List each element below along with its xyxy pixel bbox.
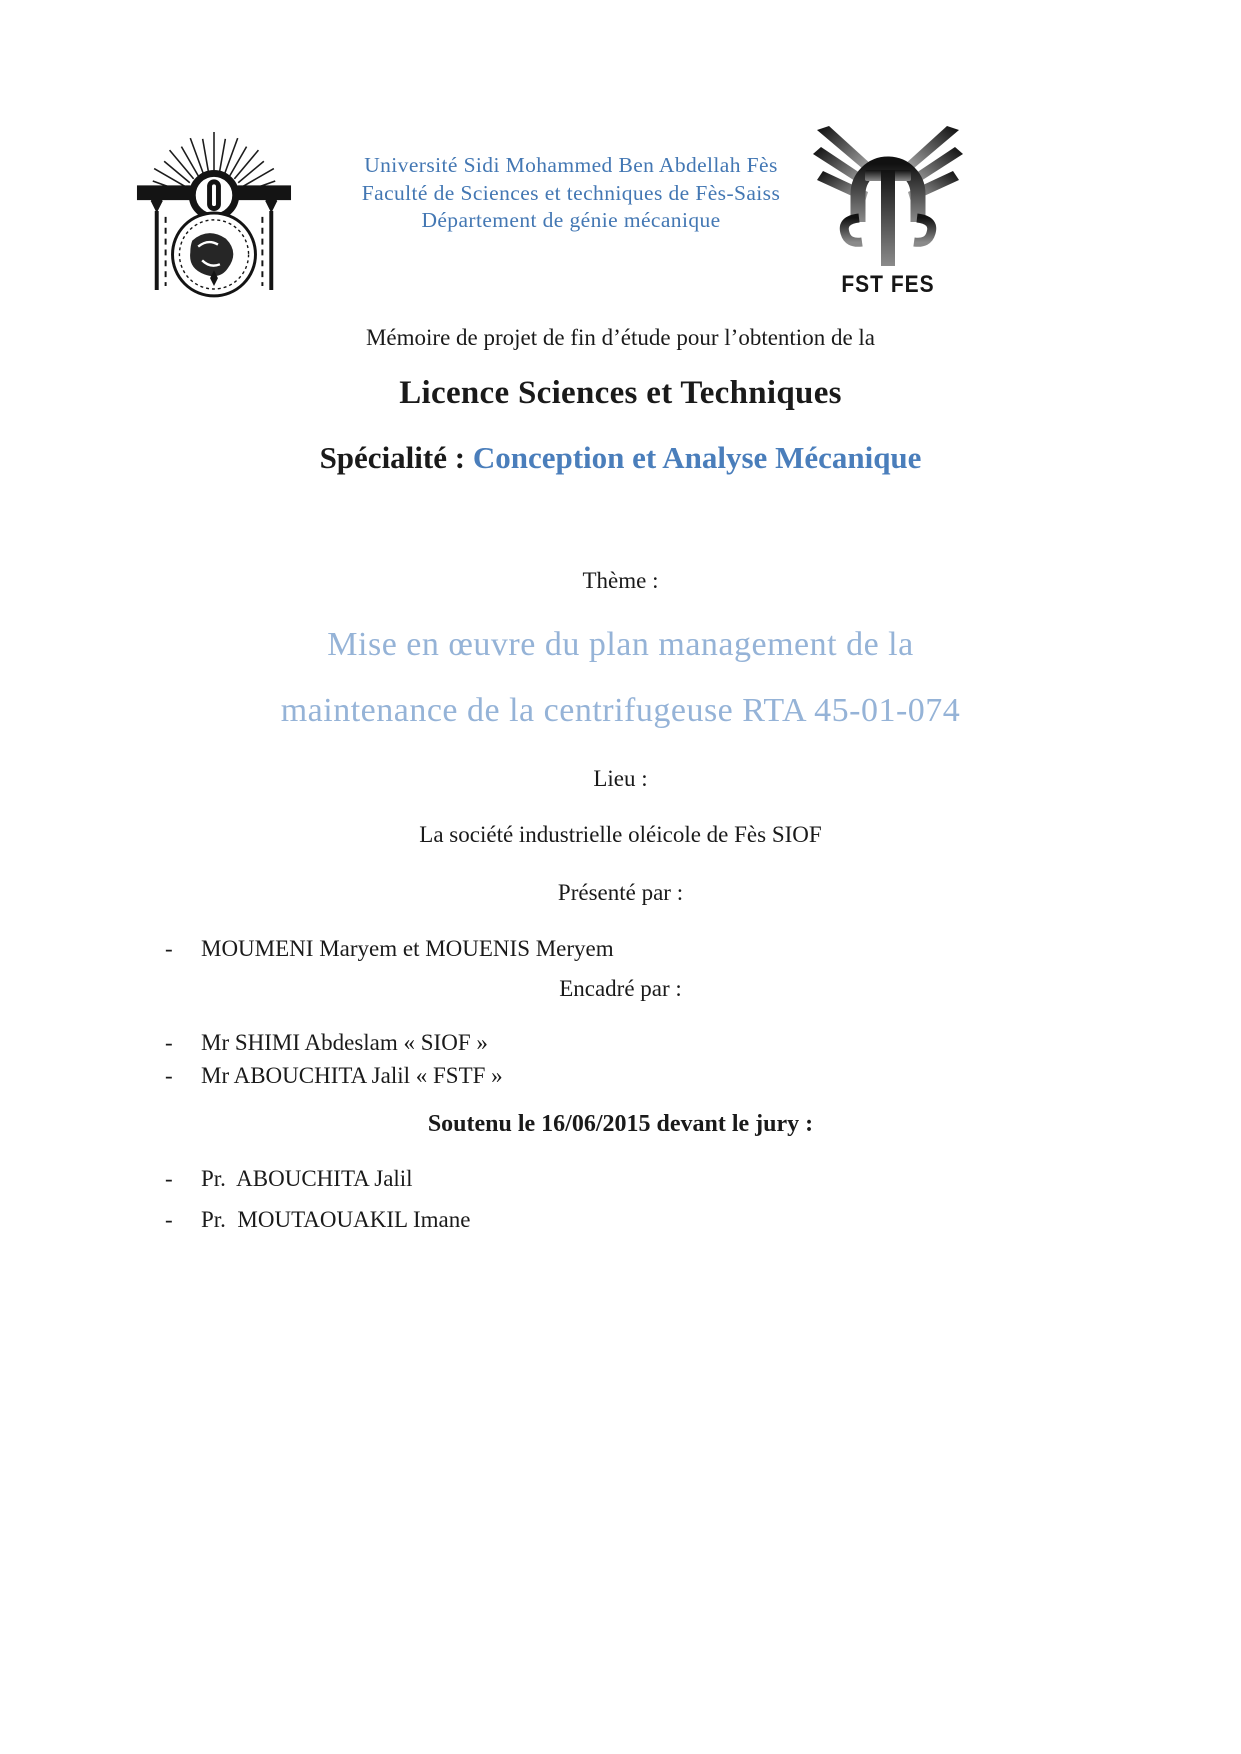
author-list-item	[165, 936, 1241, 962]
list-dash: -	[165, 1166, 173, 1191]
supervisor-list-item	[165, 1063, 1241, 1089]
jury-member-name: Pr. MOUTAOUAKIL Imane	[201, 1207, 471, 1232]
theme-title-line-2: maintenance de la centrifugeuse RTA 45-01-074	[280, 692, 961, 729]
supervisor-name: Mr ABOUCHITA Jalil « FSTF »	[201, 1063, 503, 1088]
degree-title: Licence Sciences et Techniques	[399, 375, 842, 411]
jury-list-item	[165, 1207, 1241, 1233]
fst-fes-caption: FST FES	[841, 271, 935, 298]
list-dash: -	[165, 1063, 173, 1088]
jury-member-name: Pr. ABOUCHITA Jalil	[201, 1166, 413, 1191]
fst-fes-logo	[813, 122, 963, 297]
university-header-text	[329, 152, 813, 235]
speciality-value: Conception et Analyse Mécanique	[472, 440, 922, 475]
fst-fes-winged-monogram-icon	[813, 122, 963, 270]
speciality-line	[0, 440, 1241, 476]
theme-title-line-1: Mise en œuvre du plan management de la	[327, 626, 914, 663]
university-emblem-icon	[135, 122, 293, 303]
author-name: MOUMENI Maryem et MOUENIS Meryem	[201, 936, 614, 961]
list-dash: -	[165, 1207, 173, 1232]
speciality-label: Spécialité :	[319, 440, 473, 475]
university-name: Université Sidi Mohammed Ben Abdellah Fès	[364, 153, 778, 177]
defense-line: Soutenu le 16/06/2015 devant le jury :	[427, 1111, 814, 1137]
theme-label: Thème :	[582, 568, 659, 593]
title-page-content	[0, 303, 1241, 1233]
place-label: Lieu :	[593, 766, 648, 791]
supervisor-list-item	[165, 1030, 1241, 1056]
presented-by-label: Présenté par :	[557, 880, 684, 905]
supervised-by-label: Encadré par :	[559, 976, 682, 1001]
place-value: La société industrielle oléicole de Fès SIOF	[419, 822, 822, 847]
department-name: Département de génie mécanique	[421, 208, 721, 233]
faculty-name: Faculté de Sciences et techniques de Fès-Saiss	[361, 180, 781, 205]
jury-list-item	[165, 1166, 1241, 1192]
supervisor-name: Mr SHIMI Abdeslam « SIOF »	[201, 1030, 488, 1055]
page-header	[0, 0, 1241, 303]
list-dash: -	[165, 1030, 173, 1055]
memoir-intro-line: Mémoire de projet de fin d’étude pour l’obtention de la	[365, 325, 876, 350]
list-dash: -	[165, 936, 173, 961]
university-emblem-drawing	[135, 122, 293, 298]
